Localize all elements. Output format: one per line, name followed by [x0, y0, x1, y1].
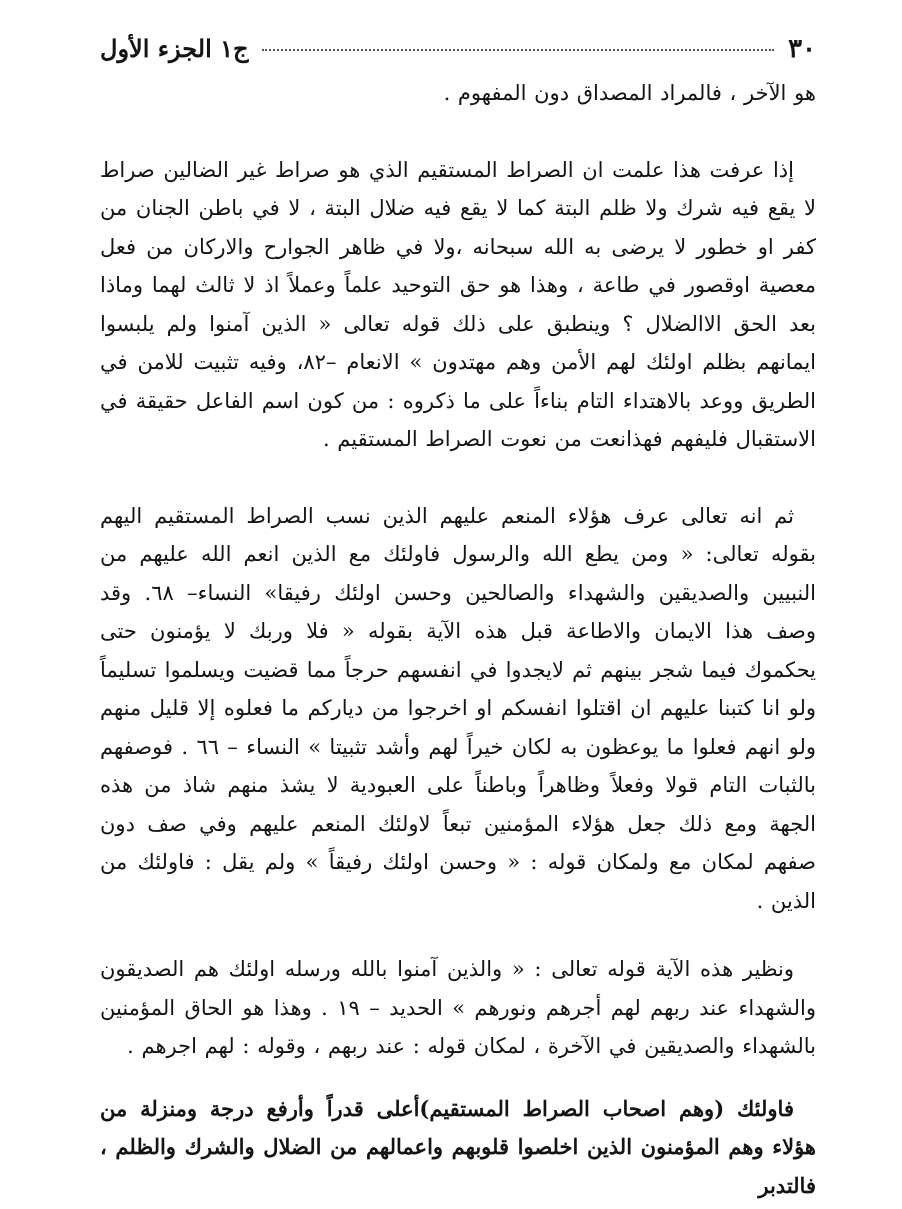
running-header	[100, 34, 816, 74]
paragraph-blessed-ones: ثم انه تعالى عرف هؤلاء المنعم عليهم الذين نسب الصراط المستقيم اليهم بقوله تعالى: « ومن يطع الله والرسول فاولئك مع الذين انعم الله عليهم من النبيين والصديقين والشهداء والصالحين وحسن اولئك رفيقا» النساء– ٦٨. وقد وصف هذا الايمان والاطاعة قبل هذه الآية بقوله « فلا وربك لا يؤمنون حتى يحكموك فيما شجر بينهم ثم لايجدوا في انفسهم حرجاً مما قضيت ويسلموا تسليماً ولو انا كتبنا عليهم ان اقتلوا انفسكم او اخرجوا من دياركم ما فعلوه إلا قليل منهم ولو انهم فعلوا ما يوعظون به لكان خيراً لهم وأشد تثبيتا » النساء – ٦٦ . فوصفهم بالثبات التام قولا وفعلاً وظاهراً وباطناً على العبودية لا يشذ منهم شاذ من هذه الجهة ومع ذلك جعل هؤلاء المؤمنين تبعاً لاولئك المنعم عليهم وفي صف دون صفهم لمكان مع ولمكان قوله : « وحسن اولئك رفيقاً » ولم يقل : فاولئك من الذين .	[100, 503, 816, 913]
paragraph-straight-path: إذا عرفت هذا علمت ان الصراط المستقيم الذي هو صراط غير الضالين صراط لا يقع فيه شرك ولا ظلم البتة كما لا يقع فيه ضلال البتة ، لا في باطن الجنان من كفر او خطور لا يرضى به الله سبحانه ،ولا في ظاهر الجوارح والاركان من فعل معصية اوقصور في طاعة ، وهذا هو حق التوحيد علماً وعملاً اذ لا ثالث لهما وماذا بعد الحق الاالضلال ؟ وينطبق على ذلك قوله تعالى « الذين آمنوا ولم يلبسوا ايمانهم بظلم اولئك لهم الأمن وهم مهتدون » الانعام –٨٢، وفيه تثبيت للامن في الطريق ووعد بالاهتداء التام بناءاً على ما ذكروه : من كون اسم الفاعل حقيقة في الاستقبال فليفهم فهذانعت من نعوت الصراط المستقيم .	[100, 157, 817, 451]
book-page	[100, 34, 816, 1205]
header-dotted-leader	[262, 49, 774, 51]
paragraph-continuation: هو الآخر ، فالمراد المصداق دون المفهوم .	[443, 81, 816, 105]
paragraph-similar-verse: ونظير هذه الآية قوله تعالى : « والذين آمنوا بالله ورسله اولئك هم الصديقون والشهداء عند ربهم لهم أجرهم ونورهم » الحديد – ١٩ . وهذا هو الحاق المؤمنين بالشهداء والصديقين في الآخرة ، لمكان قوله : عند ربهم ، وقوله : لهم اجرهم .	[100, 957, 816, 1058]
volume-title: ج١ الجزء الأول	[100, 34, 249, 63]
paragraph-conclusion: فاولئك (وهم اصحاب الصراط المستقيم)أعلى قدراً وأرفع درجة ومنزلة من هؤلاء وهم المؤمنون الذين اخلصوا قلوبهم واعمالهم من الضلال والشرك والظلم ، فالتدبر	[100, 1095, 816, 1198]
page-number: ٣٠	[788, 34, 816, 64]
